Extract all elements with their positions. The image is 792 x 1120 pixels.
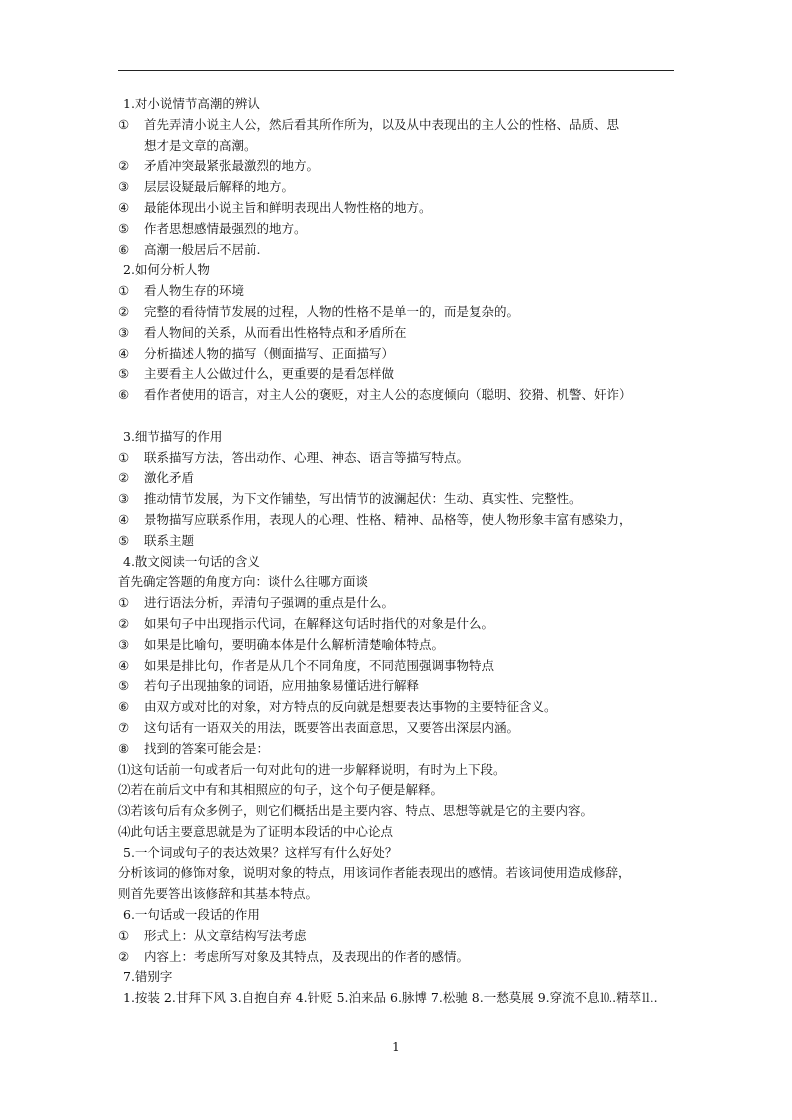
list-item-number: ⑥ <box>118 241 130 257</box>
list-item-text: 最能体现出小说主旨和鲜明表现出人物性格的地方。 <box>144 199 432 215</box>
list-item-text: 分析描述人物的描写（侧面描写、正面描写） <box>144 345 395 361</box>
list-item-number: ③ <box>118 636 130 652</box>
list-item <box>118 926 678 947</box>
section-heading: 4.散文阅读一句话的含义 <box>123 553 260 569</box>
section-heading: 1.对小说情节高潮的辨认 <box>123 96 260 111</box>
list-item-number: ② <box>118 948 130 964</box>
section-heading: 3.细节描写的作用 <box>123 428 223 444</box>
paragraph-line: 首先确定答题的角度方向：谈什么往哪方面谈 <box>118 574 369 590</box>
list-item <box>118 614 678 635</box>
paragraph-line: 则首先要答出该修辞和其基本特点。 <box>118 886 319 902</box>
list-item <box>118 177 678 198</box>
list-item-text: 矛盾冲突最紧张最激烈的地方。 <box>144 158 320 174</box>
section-heading: 2.如何分析人物 <box>123 262 210 278</box>
list-item <box>118 302 678 323</box>
section-heading: 6.一句话或一段话的作用 <box>123 907 260 923</box>
list-item <box>118 385 678 406</box>
paragraph-line: ⑶若该句后有众多例子，则它们概括出是主要内容、特点、思想等就是它的主要内容。 <box>118 803 594 819</box>
paragraph-line: ⑷此句话主要意思就是为了证明本段话的中心论点 <box>118 823 394 839</box>
list-item-text: 形式上：从文章结构写法考虑 <box>144 927 307 943</box>
list-item-text: 若句子出现抽象的词语，应用抽象易懂话进行解释 <box>144 678 420 694</box>
list-item-number: ⑥ <box>118 699 130 715</box>
list-item-number: ③ <box>118 179 130 195</box>
list-item-text: 这句话有一语双关的用法，既要答出表面意思，又要答出深层内涵。 <box>144 719 520 735</box>
list-item <box>118 468 678 489</box>
list-item-text: 主要看主人公做过什么，更重要的是看怎样做 <box>144 366 395 382</box>
list-item-text: 层层设疑最后解释的地方。 <box>144 179 295 195</box>
list-item-text: 联系主题 <box>144 532 195 548</box>
list-item <box>118 240 678 261</box>
list-item-text: 内容上：考虑所写对象及其特点，及表现出的作者的感情。 <box>144 948 470 964</box>
list-item-number: ⑤ <box>118 220 130 236</box>
list-item-text: 看人物间的关系，从而看出性格特点和矛盾所在 <box>144 324 407 340</box>
paragraph-line: ⑴这句话前一句或者后一句对此句的进一步解释说明，有时为上下段。 <box>118 761 506 777</box>
list-item-number: ② <box>118 158 130 174</box>
list-item-number: ⑤ <box>118 678 130 694</box>
list-item-number: ③ <box>118 491 130 507</box>
list-item-text: 如果句子中出现指示代词，在解释这句话时指代的对象是什么。 <box>144 615 495 631</box>
list-item-text: 看作者使用的语言，对主人公的褒贬，对主人公的态度倾向（聪明、狡猾、机警、奸诈） <box>144 387 632 403</box>
list-item <box>118 676 678 697</box>
list-item-text: 完整的看待情节发展的过程，人物的性格不是单一的，而是复杂的。 <box>144 303 520 319</box>
list-item <box>118 656 678 677</box>
blank-line <box>118 406 678 427</box>
list-item-number: ⑦ <box>118 719 130 735</box>
list-item-text: 如果是排比句，作者是从几个不同角度，不同范围强调事物特点 <box>144 657 495 673</box>
list-item <box>118 448 678 469</box>
list-item <box>118 510 678 531</box>
list-item <box>118 489 678 510</box>
list-item-text: 首先弄清小说主人公，然后看其所作所为，以及从中表现出的主人公的性格、品质、思 <box>144 116 620 132</box>
list-item-number: ④ <box>118 511 130 527</box>
page-number: 1 <box>392 1040 400 1054</box>
list-item-text: 看人物生存的环境 <box>144 283 245 299</box>
list-item-number: ② <box>118 470 130 486</box>
paragraph-line: ⑵若在前后文中有和其相照应的句子，这个句子便是解释。 <box>118 782 444 798</box>
list-item <box>118 281 678 302</box>
list-item-number: ② <box>118 615 130 631</box>
list-item-text: 如果是比喻句，要明确本体是什么解析清楚喻体特点。 <box>144 636 445 652</box>
list-item-text: 激化矛盾 <box>144 470 195 486</box>
list-item-number: ① <box>118 927 130 943</box>
list-item-text: 作者思想感情最强烈的地方。 <box>144 220 307 236</box>
list-item <box>118 718 678 739</box>
list-item <box>118 219 678 240</box>
list-item-number: ④ <box>118 199 130 215</box>
list-item <box>118 156 678 177</box>
list-item-number: ⑥ <box>118 387 130 403</box>
section-heading: 5.一个词或句子的表达效果？这样写有什么好处？ <box>123 844 398 860</box>
list-item-number: ② <box>118 303 130 319</box>
list-item <box>118 947 678 968</box>
list-item-text: 景物描写应联系作用，表现人的心理、性格、精神、品格等，使人物形象丰富有感染力， <box>144 511 632 527</box>
list-item <box>118 697 678 718</box>
list-item-number: ⑤ <box>118 366 130 382</box>
list-item-number: ④ <box>118 345 130 361</box>
list-item-number: ⑤ <box>118 532 130 548</box>
list-item-text: 进行语法分析，弄清句子强调的重点是什么。 <box>144 595 395 611</box>
list-item-number: ③ <box>118 324 130 340</box>
list-item <box>118 323 678 344</box>
list-item-number: ④ <box>118 657 130 673</box>
list-item-text: 找到的答案可能会是： <box>144 740 270 756</box>
section-heading: 1.按装 2.甘拜下风 3.自抱自弃 4.针贬 5.泊来品 6.脉博 7.松驰 8.一愁莫展 9.穿流不息⒑.精萃⒒. <box>123 990 658 1006</box>
paragraph-line: 分析该词的修饰对象，说明对象的特点，用该词作者能表现出的感情。若该词使用造成修辞， <box>118 865 631 881</box>
list-item-number: ① <box>118 283 130 299</box>
list-item-number: ① <box>118 595 130 611</box>
list-item-text: 联系描写方法，答出动作、心理、神态、语言等描写特点。 <box>144 449 470 465</box>
list-item-text: 高潮一般居后不居前. <box>144 241 261 257</box>
list-item-text: 推动情节发展，为下文作铺垫，写出情节的波澜起伏：生动、真实性、完整性。 <box>144 491 582 507</box>
list-item <box>118 593 678 614</box>
list-item <box>118 739 678 760</box>
section-heading: 7.错别字 <box>123 969 173 985</box>
list-item-text: 由双方或对比的对象，对方特点的反向就是想要表达事物的主要特征含义。 <box>144 699 557 715</box>
list-item <box>118 635 678 656</box>
list-item-number: ① <box>118 116 130 132</box>
document-body <box>118 94 678 1009</box>
list-item-number: ⑧ <box>118 740 130 756</box>
list-item <box>118 531 678 552</box>
list-item <box>118 115 678 136</box>
list-item-number: ① <box>118 449 130 465</box>
list-item-continuation: 想才是文章的高潮。 <box>144 137 257 153</box>
list-item <box>118 364 678 385</box>
list-item <box>118 198 678 219</box>
header-rule <box>118 70 674 71</box>
list-item <box>118 344 678 365</box>
